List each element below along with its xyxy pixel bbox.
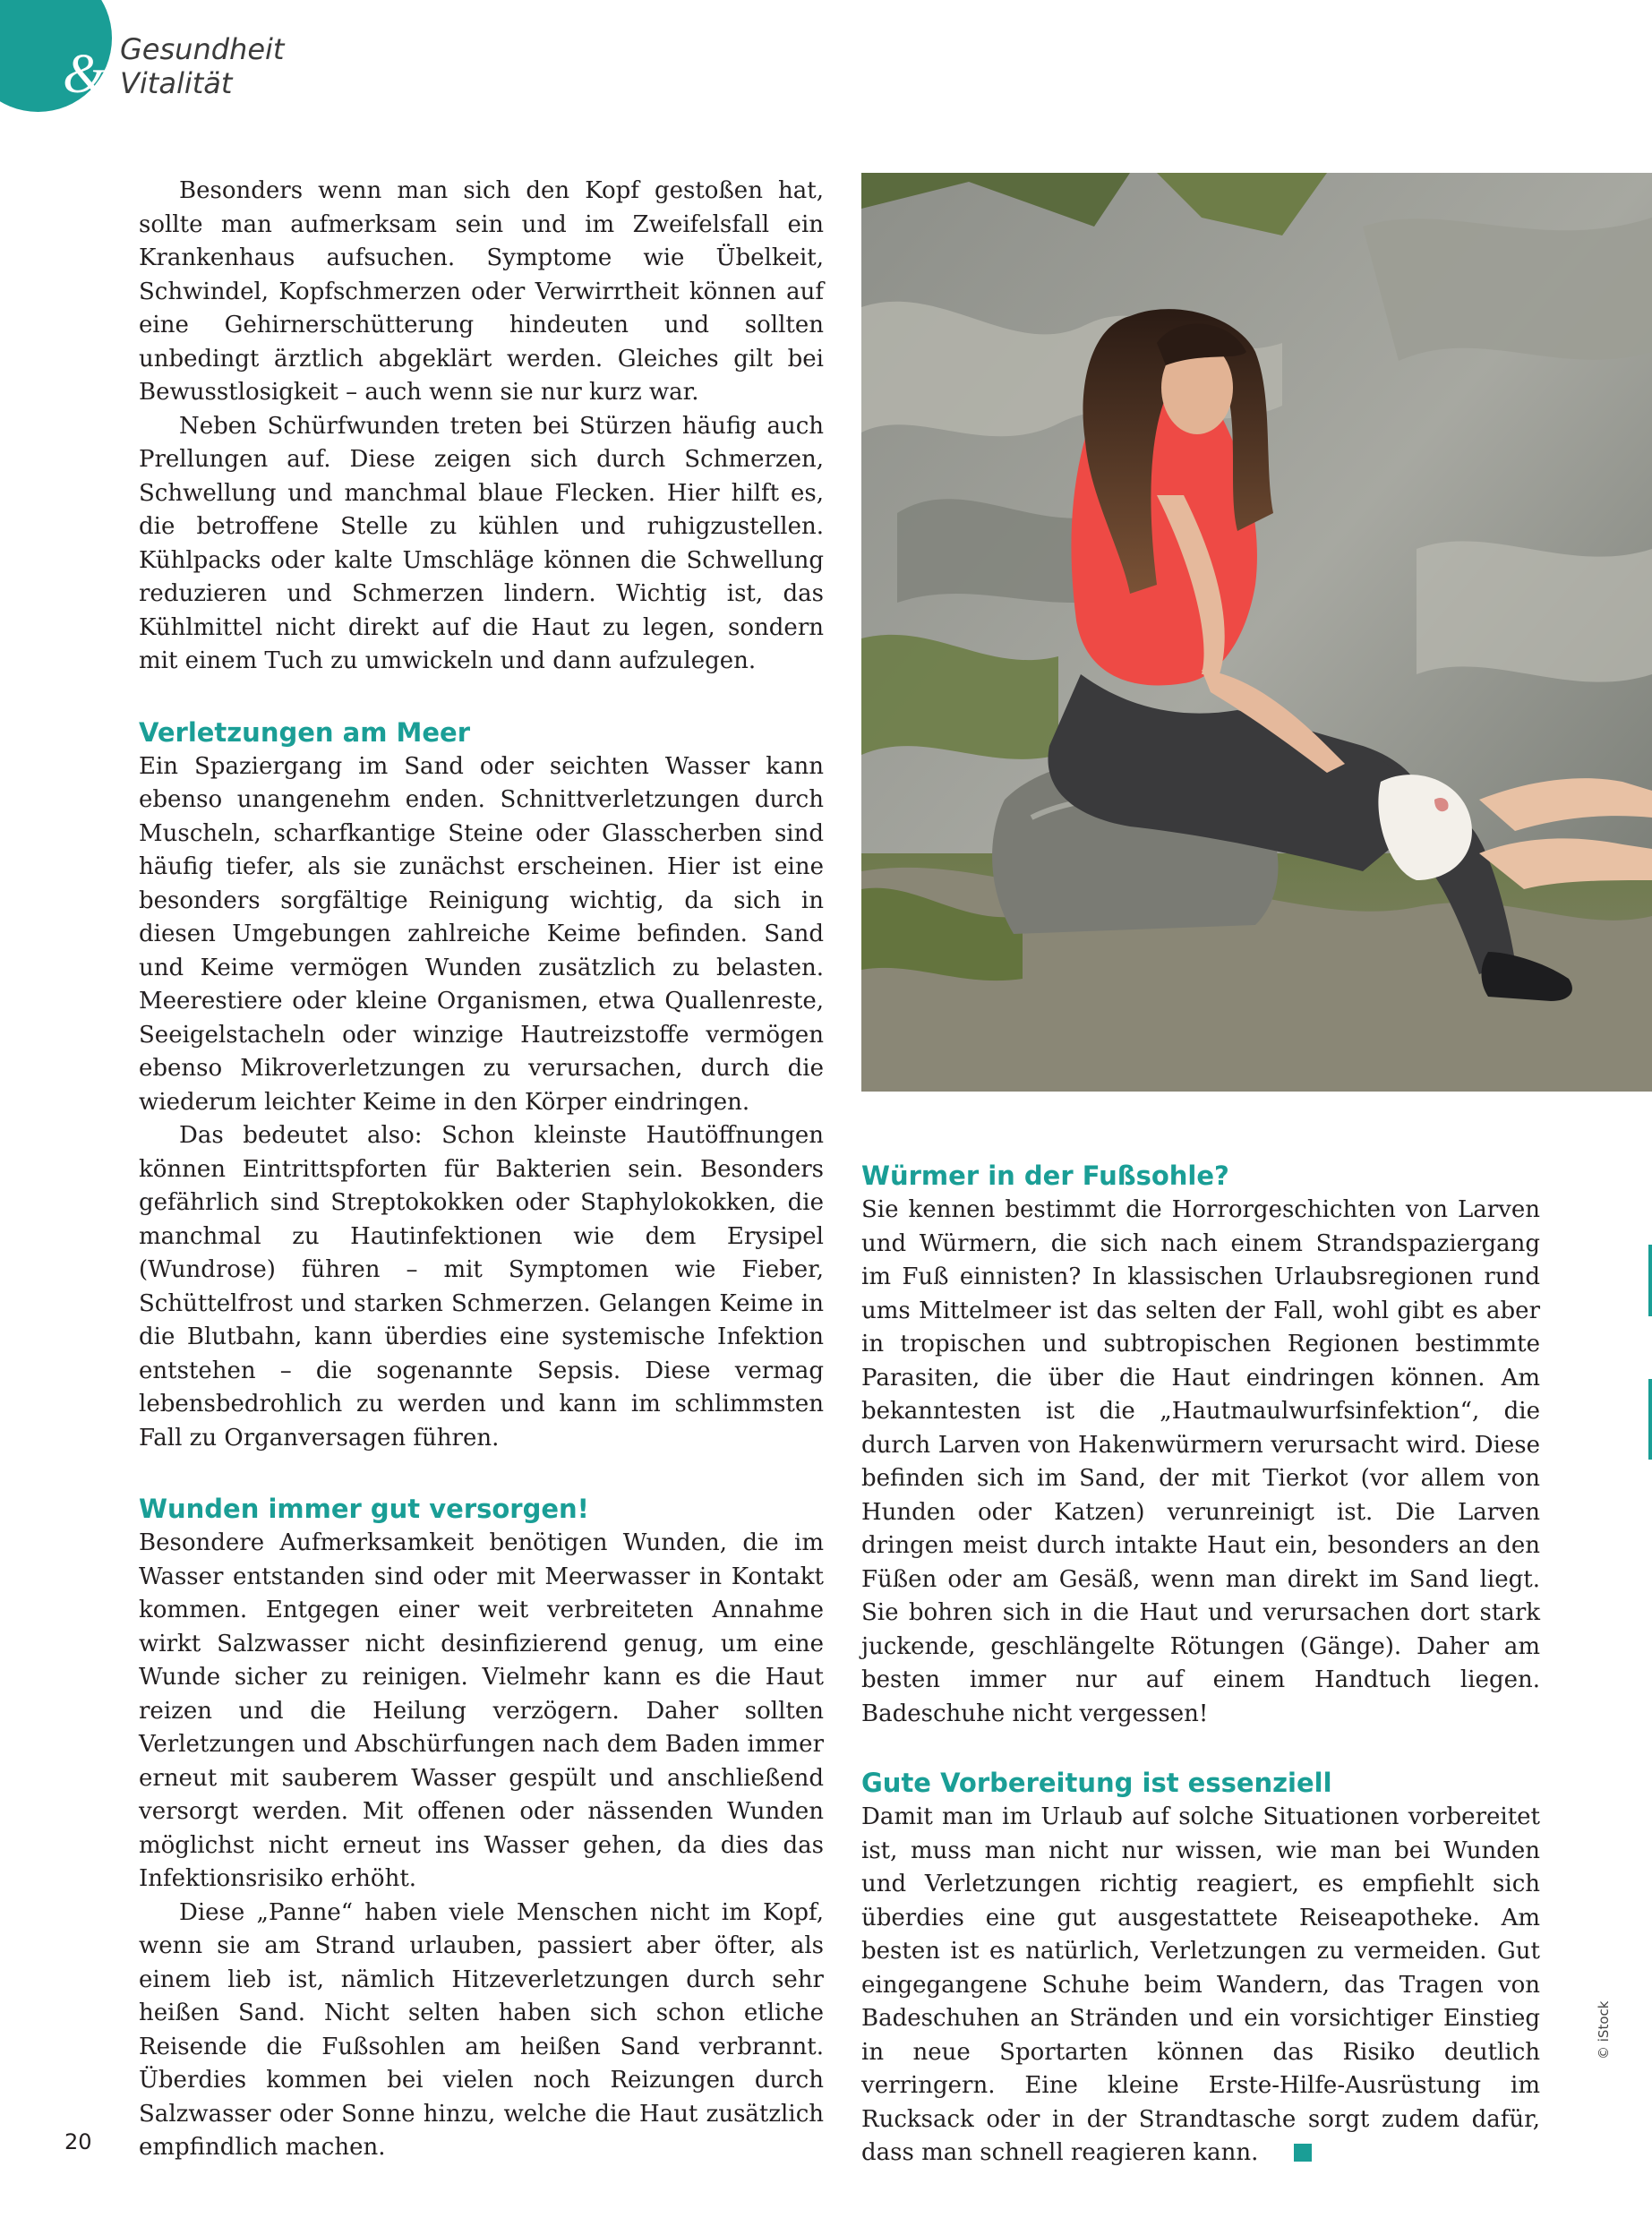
brand-line-2: Vitalität xyxy=(120,66,233,100)
brand-line-1: Gesundheit xyxy=(120,32,285,66)
right-column xyxy=(861,1158,1540,2171)
left-column xyxy=(139,175,824,2165)
edge-tab-marker xyxy=(1648,1379,1652,1460)
section-heading: Gute Vorbereitung ist essenziell xyxy=(861,1768,1332,1798)
paragraph: Besonders wenn man sich den Kopf gestoßen hat, sollte man aufmerksam sein und im Zweifelsfall ein Krankenhaus aufsuchen. Symptome wie Übelkeit, Schwindel, Kopfschmerzen oder Verwirrtheit können auf eine Gehirnerschütterung hindeuten und sollten unbedingt ärztlich abgeklärt werden. Gleiches gilt bei Bewusstlosigkeit – auch wenn sie nur kurz war. xyxy=(139,177,824,406)
article-photo xyxy=(861,173,1652,1092)
paragraph: Ein Spaziergang im Sand oder seichten Wasser kann ebenso unangenehm enden. Schnittverletzungen durch Muscheln, scharfkantige Steine oder Glasscherben sind häufig tiefer, als sie zunächst erscheinen. Hier ist eine besonders sorgfältige Reinigung wichtig, da sich in diesen Umgebungen zahlreiche Keime befinden. Sand und Keime vermögen Wunden zusätzlich zu belasten. Meerestiere oder kleine Organismen, etwa Quallenreste, Seeigelstacheln oder winzige Hautreizstoffe vermögen ebenso Mikroverletzungen zu verursachen, durch die wiederum leichter Keime in den Körper eindringen. xyxy=(139,752,824,1116)
paragraph-text: Damit man im Urlaub auf solche Situationen vorbereitet ist, muss man nicht nur wissen, wie man bei Wunden und Verletzungen richtig reagiert, es empfiehlt sich überdies eine gut ausgestattete Reiseapotheke. Am besten ist es natürlich, Verletzungen zu vermeiden. Gut eingegangene Schuhe beim Wandern, das Tragen von Badeschuhen an Stränden und ein vorsichtiger Einstieg in neue Sportarten können das Risiko deutlich verringern. Eine kleine Erste-Hilfe-Ausrüstung im Rucksack oder in der Strandtasche sorgt zudem dafür, dass man schnell reagieren kann. xyxy=(861,1803,1540,2166)
brand-ampersand: & xyxy=(63,44,107,105)
paragraph xyxy=(861,1801,1540,2171)
paragraph: Diese „Panne“ haben viele Menschen nicht im Kopf, wenn sie am Strand urlauben, passiert aber öfter, als einem lieb ist, nämlich Hitzeverletzungen durch sehr heißen Sand. Nicht selten haben sich schon etliche Reisende die Fußsohlen am heißen Sand verbrannt. Überdies kommen bei vielen noch Reizungen durch Salzwasser oder Sonne hinzu, welche die Haut zusätzlich empfindlich machen. xyxy=(139,1898,824,2161)
section-heading: Verletzungen am Meer xyxy=(139,716,471,748)
edge-tab-marker xyxy=(1648,1245,1652,1316)
end-mark-icon xyxy=(1294,2144,1312,2162)
paragraph: Neben Schürfwunden treten bei Stürzen häufig auch Prellungen auf. Diese zeigen sich durch Schmerzen, Schwellung und manchmal blaue Flecken. Hier hilft es, die betroffene Stelle zu kühlen und ruhigzustellen. Kühlpacks oder kalte Umschläge können die Schwellung reduzieren und Schmerzen lindern. Wichtig ist, das Kühlmittel nicht direkt auf die Haut zu legen, sondern mit einem Tuch zu umwickeln und dann aufzulegen. xyxy=(139,412,824,674)
paragraph: Besondere Aufmerksamkeit benötigen Wunden, die im Wasser entstanden sind oder mit Meerwasser in Kontakt kommen. Entgegen einer weit verbreiteten Annahme wirkt Salzwasser nicht desinfizierend genug, um eine Wunde sicher zu reinigen. Vielmehr kann es die Haut reizen und die Heilung verzögern. Daher sollten Verletzungen und Abschürfungen nach dem Baden immer erneut mit sauberem Wasser gespült und anschließend versorgt werden. Mit offenen oder nässenden Wunden möglichst nicht erneut ins Wasser gehen, da dies das Infektionsrisiko erhöht. xyxy=(139,1529,824,1892)
paragraph: Das bedeutet also: Schon kleinste Hautöffnungen können Eintrittspforten für Bakterien sein. Besonders gefährlich sind Streptokokken oder Staphylokokken, die manchmal zu Hautinfektionen wie dem Erysipel (Wundrose) führen – mit Symptomen wie Fieber, Schüttelfrost und starken Schmerzen. Gelangen Keime in die Blutbahn, kann überdies eine systemische Infektion entstehen – die sogenannte Sepsis. Diese vermag lebensbedrohlich zu werden und kann im schlimmsten Fall zu Organversagen führen. xyxy=(139,1122,824,1452)
brand-title xyxy=(120,32,284,100)
photo-credit: © iStock xyxy=(1596,2000,1612,2060)
paragraph: Sie kennen bestimmt die Horrorgeschichten von Larven und Würmern, die sich nach einem Strandspaziergang im Fuß einnisten? In klassischen Urlaubsregionen rund ums Mittelmeer ist das selten der Fall, wohl gibt es aber in tropischen und subtropischen Regionen bestimmte Parasiten, die über die Haut eindringen können. Am bekanntesten ist die „Hautmaulwurfsinfektion“, die durch Larven von Hakenwürmern verursacht wird. Diese befinden sich im Sand, der mit Tierkot (vor allem von Hunden oder Katzen) verunreinigt ist. Die Larven dringen meist durch intakte Haut ein, besonders an den Füßen oder am Gesäß, wenn man direkt im Sand liegt. Sie bohren sich in die Haut und verursachen dort stark juckende, geschlängelte Rötungen (Gänge). Daher am besten immer nur auf einem Handtuch liegen. Badeschuhe nicht vergessen! xyxy=(861,1196,1540,1727)
section-heading: Wunden immer gut versorgen! xyxy=(139,1494,589,1524)
section-heading: Würmer in der Fußsohle? xyxy=(861,1160,1229,1191)
page-number: 20 xyxy=(64,2129,92,2154)
